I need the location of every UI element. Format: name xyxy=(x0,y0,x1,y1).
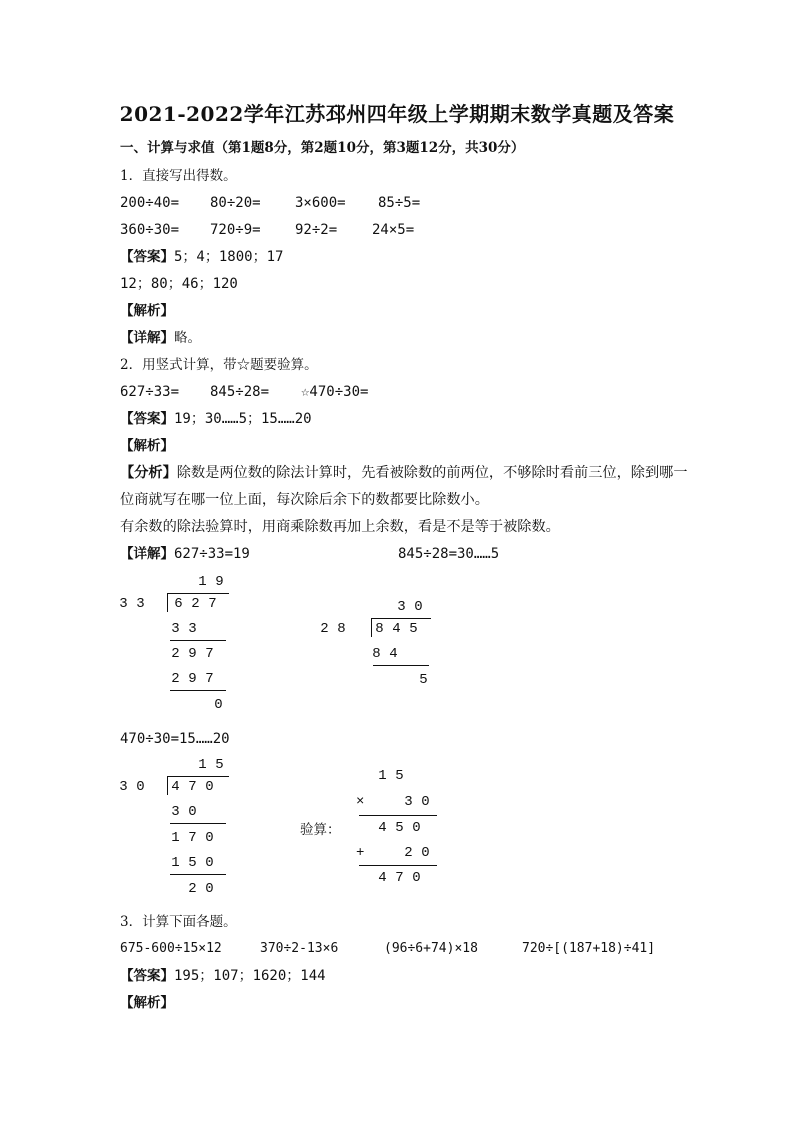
q2-item: 845÷28= xyxy=(210,384,270,400)
page-title: 2021-2022学年江苏邳州四年级上学期期末数学真题及答案 xyxy=(119,102,675,126)
product: 4 5 0 xyxy=(378,820,421,836)
partial-remainder: 1 7 0 xyxy=(171,830,214,846)
detail-tag: 【详解】 xyxy=(120,330,174,346)
multiply-sign: × xyxy=(356,794,365,810)
subtrahend: 3 0 xyxy=(171,804,197,820)
division-bar xyxy=(167,776,229,777)
q1-analysis-tag: 【解析】 xyxy=(120,303,174,319)
factor: 3 0 xyxy=(404,794,430,810)
q3-prompt: 3．计算下面各题。 xyxy=(120,914,237,930)
section-heading: 一、计算与求值（第1题8分，第2题10分，第3题12分，共30分） xyxy=(120,140,525,156)
rule xyxy=(373,665,429,666)
remainder: 5 xyxy=(419,672,428,688)
quotient: 1 9 xyxy=(198,574,224,590)
detail-tag: 【详解】 xyxy=(120,546,174,562)
plus-sign: + xyxy=(356,845,365,861)
q3-answer xyxy=(120,966,326,986)
division-bar xyxy=(371,618,431,619)
q1-answer xyxy=(120,247,283,267)
check-label: 验算： xyxy=(300,822,341,838)
q2-detail-c: 470÷30=15……20 xyxy=(120,731,230,747)
q1-row2-item: 720÷9= xyxy=(210,222,261,238)
rule xyxy=(359,815,437,816)
q2-prompt: 2．用竖式计算，带☆题要验算。 xyxy=(120,357,318,373)
q1-row1-item: 3×600= xyxy=(295,195,346,211)
divisor: 3 3 xyxy=(119,596,145,612)
q2-analysis-line1 xyxy=(120,463,688,483)
detail-text: 略。 xyxy=(174,330,201,346)
q3-item: 370÷2-13×6 xyxy=(260,941,339,956)
q2-item: ☆470÷30= xyxy=(301,384,369,400)
divisor: 2 8 xyxy=(320,621,346,637)
dividend: 4 7 0 xyxy=(171,779,214,795)
q2-detail-b: 845÷28=30……5 xyxy=(398,546,500,562)
dividend: 8 4 5 xyxy=(375,621,418,637)
rule xyxy=(170,690,226,691)
q1-detail xyxy=(120,328,201,348)
remainder: 0 xyxy=(214,697,223,713)
quotient: 3 0 xyxy=(397,599,423,615)
answer-tag: 【答案】 xyxy=(120,249,174,265)
q1-row1-item: 80÷20= xyxy=(210,195,261,211)
subtrahend: 8 4 xyxy=(372,646,398,662)
q3-item: (96÷6+74)×18 xyxy=(384,941,478,956)
sum: 4 7 0 xyxy=(378,870,421,886)
division-bar xyxy=(167,593,229,594)
rule xyxy=(170,640,226,641)
q3-item: 675-600÷15×12 xyxy=(120,941,222,956)
detail-text: 627÷33=19 xyxy=(174,546,250,562)
q1-answer-line2: 12；80；46；120 xyxy=(120,276,238,292)
subtrahend: 1 5 0 xyxy=(171,855,214,871)
answer-text: 5；4；1800；17 xyxy=(174,249,284,265)
fenxi-tag: 【分析】 xyxy=(120,465,177,481)
addend: 2 0 xyxy=(404,845,430,861)
q1-row1-item: 85÷5= xyxy=(378,195,421,211)
answer-tag: 【答案】 xyxy=(120,411,174,427)
q2-analysis-line3: 有余数的除法验算时，用商乘除数再加上余数，看是不是等于被除数。 xyxy=(120,519,560,535)
quotient: 1 5 xyxy=(198,757,224,773)
subtrahend: 2 9 7 xyxy=(171,671,214,687)
rule xyxy=(170,874,226,875)
q1-row2-item: 360÷30= xyxy=(120,222,180,238)
q1-row2-item: 92÷2= xyxy=(295,222,338,238)
rule xyxy=(170,823,226,824)
q3-item: 720÷[(187+18)÷41] xyxy=(522,941,656,956)
q1-row1-item: 200÷40= xyxy=(120,195,180,211)
factor: 1 5 xyxy=(378,768,404,784)
divisor: 3 0 xyxy=(119,779,145,795)
q1-row2-item: 24×5= xyxy=(372,222,415,238)
bracket xyxy=(167,593,168,612)
answer-text: 19；30……5；15……20 xyxy=(174,411,312,427)
answer-text: 195；107；1620；144 xyxy=(174,968,326,984)
q1-prompt: 1．直接写出得数。 xyxy=(120,168,237,184)
q2-answer xyxy=(120,409,312,429)
q2-detail-a xyxy=(120,544,250,564)
remainder: 2 0 xyxy=(188,881,214,897)
q3-analysis-tag: 【解析】 xyxy=(120,995,174,1011)
q2-analysis-tag: 【解析】 xyxy=(120,438,174,454)
q2-item: 627÷33= xyxy=(120,384,180,400)
subtrahend: 3 3 xyxy=(171,621,197,637)
fenxi-text: 除数是两位数的除法计算时，先看被除数的前两位，不够除时看前三位，除到哪一 xyxy=(176,465,688,481)
answer-tag: 【答案】 xyxy=(120,968,174,984)
q2-analysis-line2: 位商就写在哪一位上面，每次除后余下的数都要比除数小。 xyxy=(120,492,489,508)
dividend: 6 2 7 xyxy=(174,596,217,612)
partial-remainder: 2 9 7 xyxy=(171,646,214,662)
rule xyxy=(359,865,437,866)
